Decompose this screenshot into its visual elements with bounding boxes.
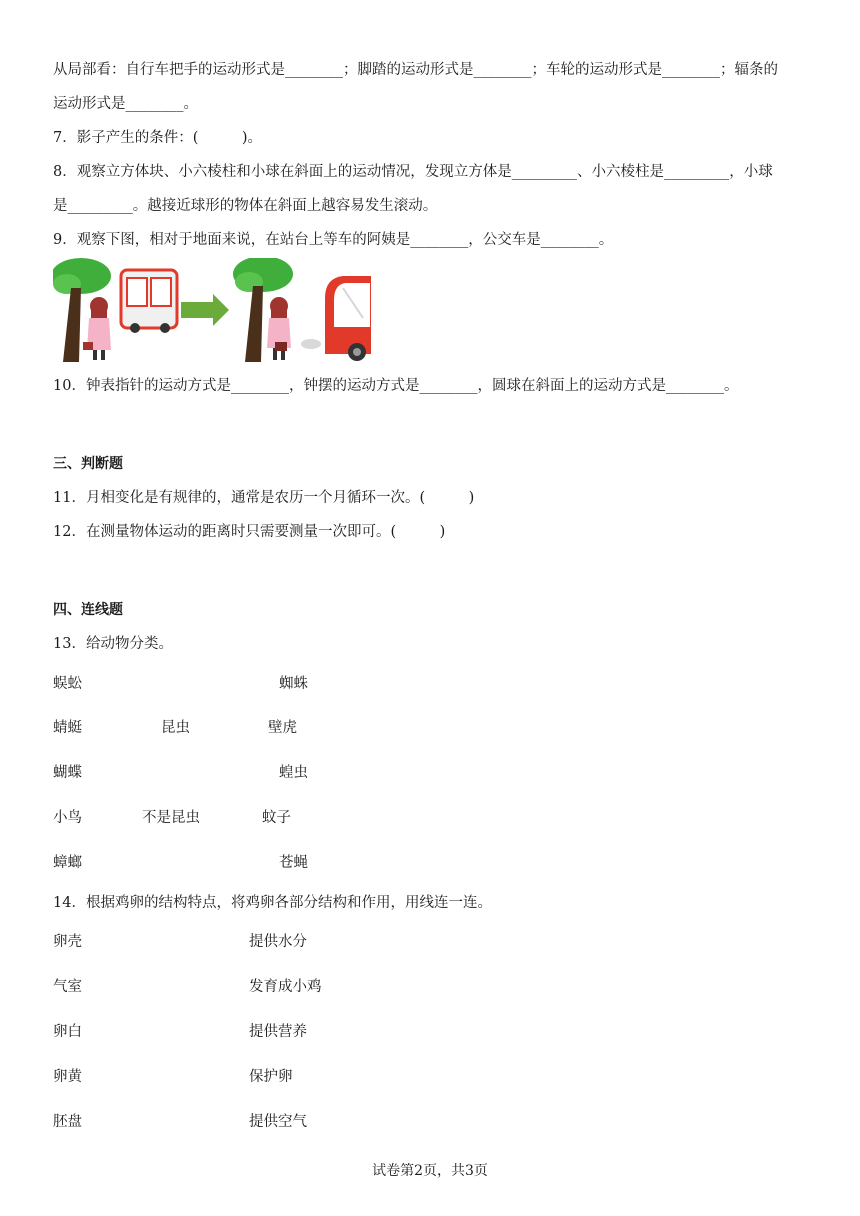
q14-structure-item[interactable]: 卵白 (53, 1024, 82, 1040)
exhaust-smoke (301, 339, 321, 349)
q8-line2: 是_________。越接近球形的物体在斜面上越容易发生滚动。 (53, 198, 438, 214)
q13-right-item[interactable]: 苍蝇 (279, 855, 308, 871)
q13-left-item[interactable]: 小鸟 (53, 810, 82, 826)
tree-trunk-right (245, 286, 263, 362)
scene-right (233, 258, 371, 362)
q13-right-item[interactable]: 蝗虫 (279, 765, 308, 781)
scene-left (53, 258, 177, 362)
page-footer: 试卷第2页，共3页 (372, 1163, 488, 1179)
q14-structure-item[interactable]: 卵壳 (53, 934, 82, 950)
q14-function-item[interactable]: 提供营养 (249, 1024, 307, 1040)
q13-left-item[interactable]: 蜈蚣 (53, 676, 82, 692)
q9-text: 9．观察下图，相对于地面来说，在站台上等车的阿姨是________，公交车是________。 (53, 232, 614, 248)
q8-line1: 8．观察立方体块、小六棱柱和小球在斜面上的运动情况，发现立方体是_________、小六棱柱是_________，小球 (53, 164, 773, 180)
q14-structure-item[interactable]: 卵黄 (53, 1069, 82, 1085)
section-heading-judgement: 三、判断题 (53, 456, 123, 472)
q14-function-item[interactable]: 保护卵 (249, 1069, 293, 1085)
q13-left-item[interactable]: 蟑螂 (53, 855, 82, 871)
q13-left-item[interactable]: 蜻蜓 (53, 720, 82, 736)
q7-text: 7．影子产生的条件：( )。 (53, 130, 263, 146)
q14-function-item[interactable]: 提供空气 (249, 1114, 307, 1130)
q12-text: 12．在测量物体运动的距离时只需要测量一次即可。( ) (53, 524, 446, 540)
q13-right-item[interactable]: 壁虎 (268, 720, 297, 736)
q6-line2: 运动形式是________。 (53, 96, 198, 112)
q14-title: 14．根据鸡卵的结构特点，将鸡卵各部分结构和作用，用线连一连。 (53, 895, 492, 911)
q13-category-insect[interactable]: 昆虫 (161, 720, 190, 736)
q6-line1: 从局部看：自行车把手的运动形式是________；脚踏的运动形式是________；车轮的运动形式是________；辐条的 (53, 62, 778, 78)
section-heading-matching: 四、连线题 (53, 602, 123, 618)
q14-function-item[interactable]: 提供水分 (249, 934, 307, 950)
q14-structure-item[interactable]: 气室 (53, 979, 82, 995)
q14-structure-item[interactable]: 胚盘 (53, 1114, 82, 1130)
q13-title: 13．给动物分类。 (53, 636, 173, 652)
q10-text: 10．钟表指针的运动方式是________，钟摆的运动方式是________，圆球在斜面上的运动方式是________。 (53, 378, 739, 394)
q13-left-item[interactable]: 蝴蝶 (53, 765, 82, 781)
q13-right-item[interactable]: 蚊子 (262, 810, 291, 826)
q13-right-item[interactable]: 蜘蛛 (279, 676, 308, 692)
bus-stop-figure (53, 258, 371, 362)
q13-category-non-insect[interactable]: 不是昆虫 (142, 810, 200, 826)
q14-function-item[interactable]: 发育成小鸡 (249, 979, 322, 995)
q11-text: 11．月相变化是有规律的，通常是农历一个月循环一次。( ) (53, 490, 475, 506)
arrow-icon (181, 294, 229, 326)
bus-stop-illustration (53, 258, 371, 362)
